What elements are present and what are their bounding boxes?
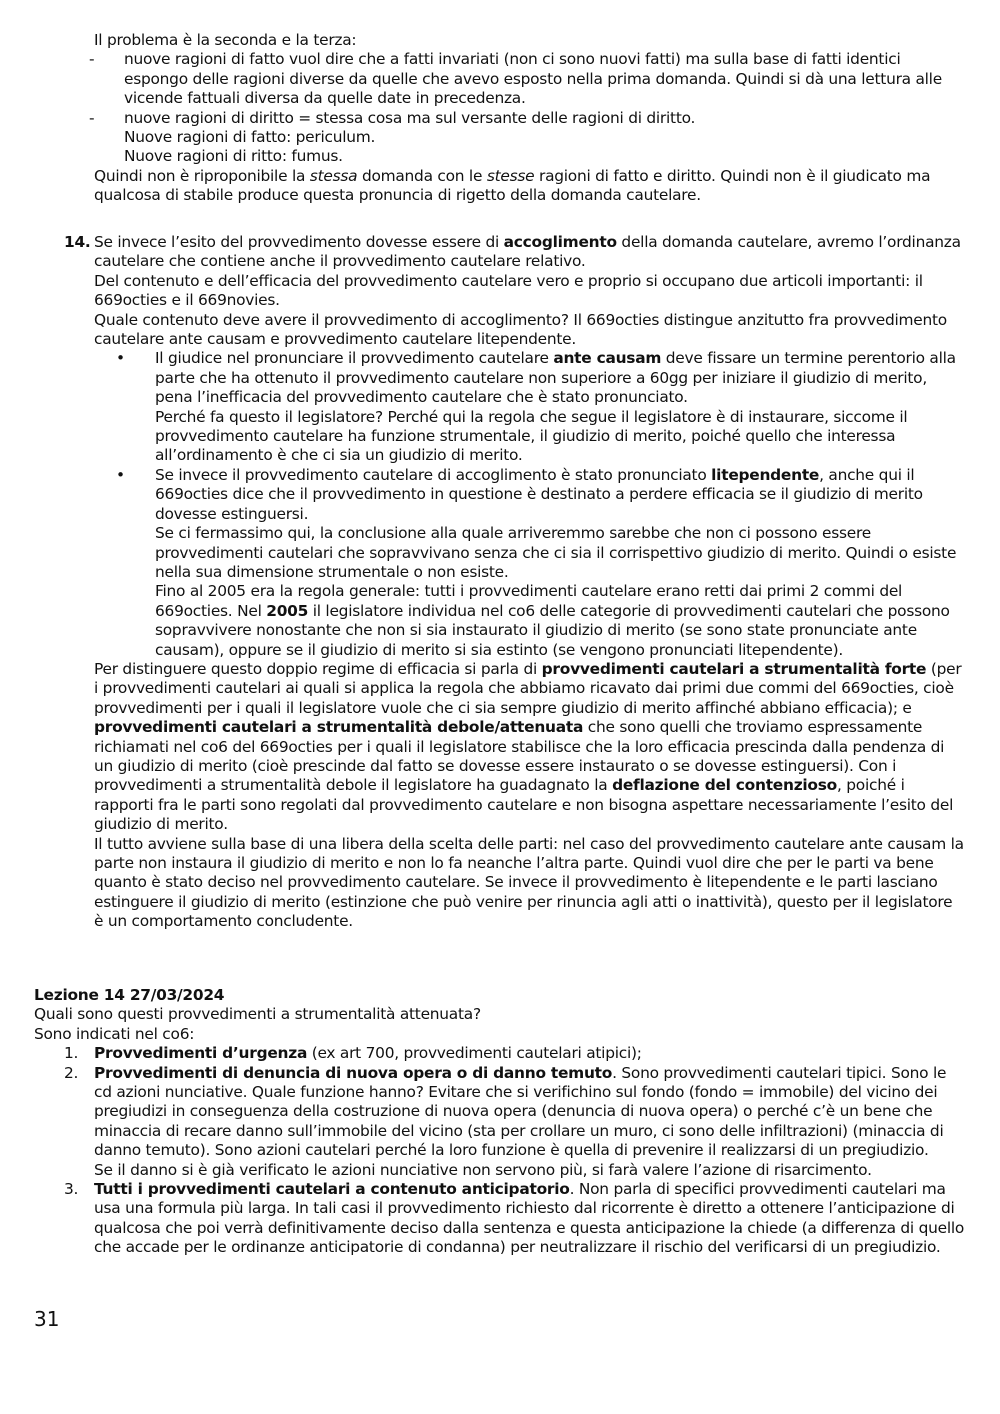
bullet-text: Fino al 2005 era la regola generale: tutti i provvedimenti cautelare erano retti dai primi 2 commi del 669octies. Nel 2005 il legislatore individua nel co6 delle categorie di provvedimenti cautelari che possono sopravvivere nonostante che non si sia instaurato il giudizio di merito (se sono state pronunciate ante causam), oppure se il giudizio di merito si sia estinto (se vengono pronunciati litependente). (155, 582, 950, 659)
item-body (94, 233, 966, 932)
lesson-question: Quali sono questi provvedimenti a strumentalità attenuata? (34, 1005, 481, 1024)
dash-item-line: Nuove ragioni di ritto: fumus. (124, 147, 343, 166)
bullet-item (116, 466, 966, 660)
list-number: 3. (64, 1180, 79, 1199)
bullet-marker: • (116, 349, 125, 368)
dash-item (89, 109, 966, 167)
bullet-text: Se ci fermassimo qui, la conclusione alla quale arriveremmo sarebbe che non ci possono essere provvedimenti cautelari che sopravvivano senza che ci sia il corrispettivo giudizio di merito. Quindi o esiste nella sua dimensione strumentale o non esiste. (155, 524, 957, 581)
bullet-text: Se invece il provvedimento cautelare di accoglimento è stato pronunciato litependente, anche qui il 669octies dice che il provvedimento in questione è destinato a perdere efficacia se il giudizio di merito dovesse estinguersi. (155, 465, 923, 523)
list-number: 1. (64, 1044, 79, 1063)
paragraph: Se invece l’esito del provvedimento dovesse essere di accoglimento della domanda cautelare, avremo l’ordinanza cautelare che contiene anche il provvedimento cautelare relativo. (94, 233, 961, 271)
item-14 (64, 233, 966, 932)
continuation-section (89, 31, 966, 206)
bullet-marker: • (116, 465, 125, 484)
lesson-intro: Sono indicati nel co6: (34, 1024, 195, 1043)
lesson-list-item (64, 1064, 966, 1180)
conclusion-paragraph: Quindi non è riproponibile la stessa domanda con le stesse ragioni di fatto e diritto. Quindi non è il giudicato ma qualcosa di stabile produce questa pronuncia di rigetto della domanda cautelare. (94, 166, 931, 205)
list-item-text: Se il danno si è già verificato le azioni nunciative non servono più, si farà valere l’azione di risarcimento. (94, 1160, 872, 1179)
list-number: 2. (64, 1063, 79, 1082)
lesson-list-item (64, 1180, 966, 1258)
bullet-item (116, 349, 966, 465)
dash-marker: - (89, 50, 95, 69)
list-item-text: Tutti i provvedimenti cautelari a contenuto anticipatorio. Non parla di specifici provvedimenti cautelari ma usa una formula più larga. In tali casi il provvedimento richiesto dal ricorrente è diretto a ottenere l’anticipazione di qualcosa che poi verrà definitivamente deciso dalla sentenza e questa anticipazione la chiede (a differenza di quello che accade per le ordinanze anticipatorie di condanna) per neutralizzare il rischio del verificarsi di un pregiudizio. (94, 1180, 965, 1257)
paragraph: Del contenuto e dell’efficacia del provvedimento cautelare vero e proprio si occupano due articoli importanti: il 669octies e il 669novies. (94, 271, 923, 310)
dash-item-text: nuove ragioni di fatto vuol dire che a fatti invariati (non ci sono nuovi fatti) ma sulla base di fatti identici espongo delle ragioni diverse da quelle che avevo esposto nella prima domanda. Quindi si dà una lettura alle vicende fattuali diversa da quelle date in precedenza. (124, 50, 942, 108)
lesson-section (34, 986, 966, 1258)
list-item-text: Provvedimenti d’urgenza (ex art 700, provvedimenti cautelari atipici); (94, 1044, 642, 1063)
numbered-item (64, 233, 966, 932)
dash-item-line: nuove ragioni di diritto = stessa cosa ma sul versante delle ragioni di diritto. (124, 108, 696, 127)
paragraph: Il tutto avviene sulla base di una libera della scelta delle parti: nel caso del provvedimento cautelare ante causam la parte non instaura il giudizio di merito e non lo fa neanche l’altra parte. Quindi vuol dire che per le parti va bene quanto è stato deciso nel provvedimento cautelare. Se invece il provvedimento è litependente e le parti lasciano estinguere il giudizio di merito (estinzione che può venire per rinuncia agli atti o inattività), questo per il legislatore è un comportamento concludente. (94, 834, 964, 931)
lesson-list-item (64, 1044, 966, 1063)
paragraph: Per distinguere questo doppio regime di efficacia si parla di provvedimenti cautelari a strumentalità forte (per i provvedimenti cautelari ai quali si applica la regola che abbiamo ricavato dai primi due commi del 669octies, cioè provvedimenti per i quali il legislatore vuole che ci sia sempre giudizio di merito affinché abbiano efficacia); e provvedimenti cautelari a strumentalità debole/attenuata che sono quelli che troviamo espressamente richiamati nel co6 del 669octies per i quali il legislatore stabilisce che la loro efficacia prescinda dalla pendenza di un giudizio di merito (cioè prescinde dal fatto se dovesse essere instaurato o se dovesse estinguersi). Con i provvedimenti a strumentalità debole il legislatore ha guadagnato la deflazione del contenzioso, poiché i rapporti fra le parti sono regolati dal provvedimento cautelare e non bisogna aspettare necessariamente l’esito del giudizio di merito. (94, 659, 962, 834)
list-item-text: Provvedimenti di denuncia di nuova opera o di danno temuto. Sono provvedimenti cautelari tipici. Sono le cd azioni nunciative. Quale funzione hanno? Evitare che si verifichino sul fondo (fondo = immobile) del vicino dei pregiudizi in conseguenza della costruzione di nuova opera (denuncia di nuova opera) o perché c’è un bene che minaccia di recare danno sull’immobile del vicino (sta per crollare un muro, ci sono delle infiltrazioni) (minaccia di danno temuto). Sono azioni cautelari perché la loro funzione è quella di prevenire il realizzarsi di un pregiudizio. (94, 1063, 947, 1160)
paragraph: Quale contenuto deve avere il provvedimento di accoglimento? Il 669octies distingue anzitutto fra provvedimento cautelare ante causam e provvedimento cautelare litependente. (94, 310, 947, 349)
bullet-text: Il giudice nel pronunciare il provvedimento cautelare ante causam deve fissare un termine perentorio alla parte che ha ottenuto il provvedimento cautelare non superiore a 60gg per iniziare il giudizio di merito, pena l’inefficacia del provvedimento cautelare che è stato pronunciato. (155, 349, 956, 407)
dash-item (89, 50, 966, 108)
intro-line: Il problema è la seconda e la terza: (94, 31, 357, 49)
dash-marker: - (89, 108, 95, 127)
dash-item-text (124, 109, 966, 167)
bullet-text: Perché fa questo il legislatore? Perché qui la regola che segue il legislatore è di instaurare, siccome il provvedimento cautelare ha funzione strumentale, il giudizio di merito, poiché quello che interessa all’ordinamento è che ci sia un giudizio di merito. (155, 407, 908, 465)
dash-item-line: Nuove ragioni di fatto: periculum. (124, 128, 376, 147)
lesson-heading: Lezione 14 27/03/2024 (34, 986, 225, 1004)
page-number: 31 (34, 1307, 60, 1331)
item-number: 14. (64, 233, 91, 251)
